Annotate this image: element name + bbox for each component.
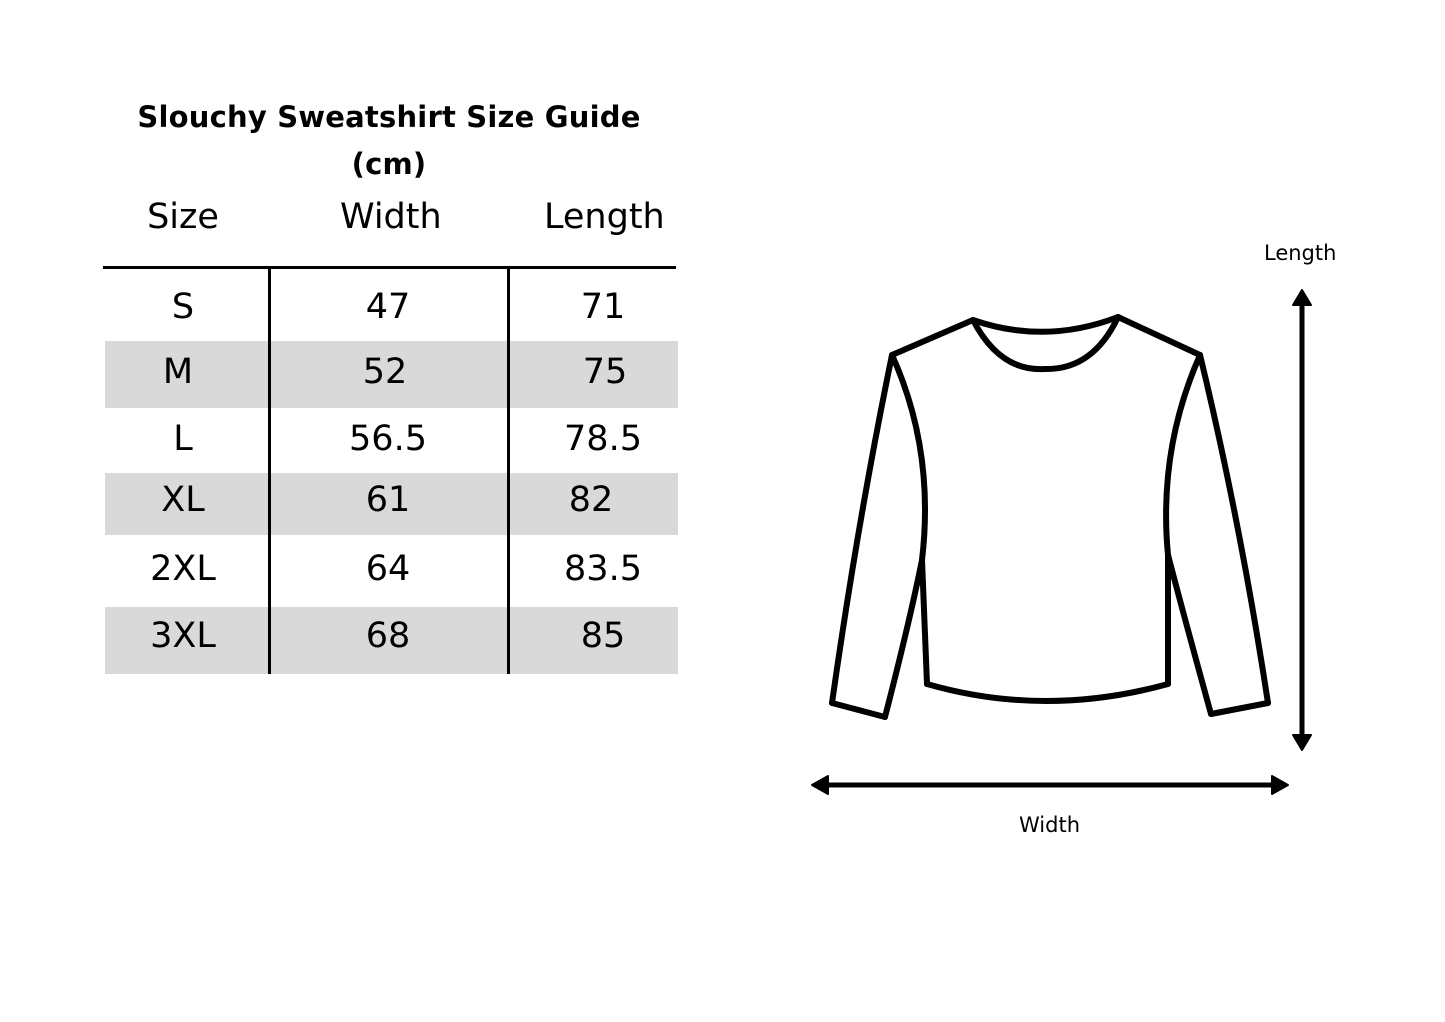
- header-size: Size: [147, 197, 219, 237]
- cell-length: 85: [580, 616, 626, 656]
- cell-length: 82: [568, 480, 614, 520]
- header-length: Length: [544, 197, 665, 237]
- cell-width: 61: [365, 480, 411, 520]
- cell-width: 64: [365, 549, 411, 589]
- cell-length: 75: [582, 352, 628, 392]
- cell-length: 83.5: [564, 549, 642, 589]
- cell-size: S: [171, 287, 195, 327]
- cell-size: 3XL: [150, 616, 216, 656]
- sweatshirt-outline-icon: [832, 317, 1268, 717]
- header-width: Width: [340, 197, 442, 237]
- vertical-double-arrow-icon: [1293, 290, 1311, 750]
- length-label: Length: [1264, 241, 1337, 265]
- cell-width: 47: [365, 287, 411, 327]
- cell-length: 78.5: [564, 419, 642, 459]
- page-subtitle-unit: (cm): [351, 147, 427, 181]
- cell-size: 2XL: [150, 549, 216, 589]
- width-label: Width: [1019, 813, 1081, 837]
- cell-width: 52: [362, 352, 408, 392]
- cell-length: 71: [580, 287, 626, 327]
- cell-size: M: [162, 352, 194, 392]
- cell-size: L: [173, 419, 193, 459]
- cell-width: 56.5: [349, 419, 427, 459]
- cell-width: 68: [365, 616, 411, 656]
- cell-size: XL: [161, 480, 205, 520]
- horizontal-double-arrow-icon: [812, 776, 1288, 794]
- page-title: Slouchy Sweatshirt Size Guide: [137, 100, 641, 134]
